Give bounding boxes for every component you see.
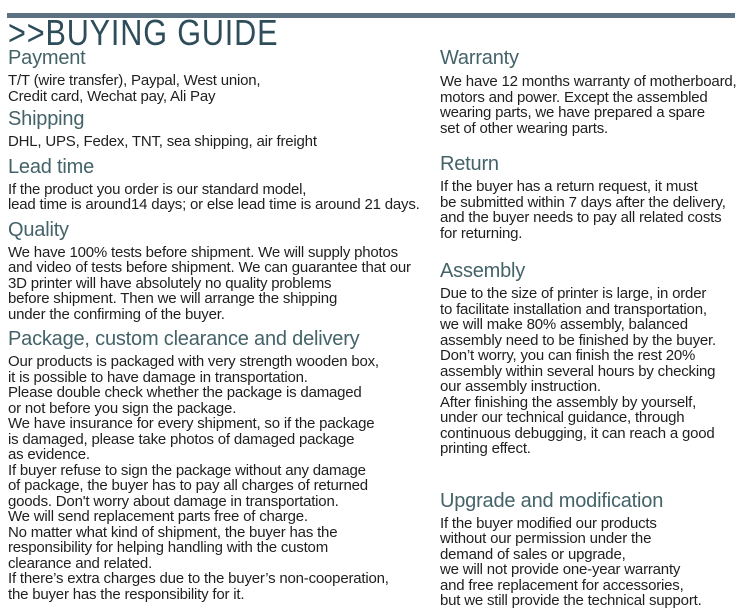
text-line: be submitted within 7 days after the delivery, <box>440 193 726 211</box>
text-line: as evidence. <box>8 446 90 463</box>
section-shipping <box>8 107 444 150</box>
section-heading: Assembly <box>440 260 526 282</box>
text-line: If the product you order is our standard model, <box>8 180 307 198</box>
text-line: Due to the size of printer is large, in order <box>440 285 707 302</box>
text-line: demand of sales or upgrade, <box>440 545 626 563</box>
text-line: If there’s extra charges due to the buyer’s non-cooperation, <box>8 570 389 587</box>
text-line: it is possible to have damage in transportation. <box>8 368 308 386</box>
section-warranty <box>440 46 746 136</box>
text-line: 3D printer will have absolutely no quality problems <box>8 274 332 292</box>
page-title: >>BUYING GUIDE <box>8 12 279 53</box>
text-line: T/T (wire transfer), Paypal, West union, <box>8 72 261 89</box>
section-assembly <box>440 259 746 457</box>
text-line: the buyer has the responsibility for it. <box>8 585 245 603</box>
section-heading: Upgrade and modification <box>440 489 664 512</box>
text-line: DHL, UPS, Fedex, TNT, sea shipping, air freight <box>8 133 317 150</box>
text-line: motors and power. Except the assembled <box>440 88 708 106</box>
text-line: before shipment. Then we will arrange the shipping <box>8 290 338 307</box>
section-upgrade-and-modification <box>440 489 746 609</box>
section-return <box>440 152 746 241</box>
text-line: of package, the buyer has to pay all charges of returned <box>8 477 368 494</box>
section-payment <box>8 46 444 104</box>
text-line: If the buyer has a return request, it must <box>440 178 698 195</box>
section-quality <box>8 218 444 323</box>
text-line: responsibility for helping handling with the custom <box>8 539 328 556</box>
text-line: We have 12 months warranty of motherboard, <box>440 73 737 90</box>
section-heading: Lead time <box>8 155 95 178</box>
text-line: clearance and related. <box>8 554 153 572</box>
text-line: or not before you sign the package. <box>8 399 237 417</box>
text-line: and video of tests before shipment. We can guarantee that our <box>8 259 411 276</box>
text-line: No matter what kind of shipment, the buyer has the <box>8 523 338 541</box>
text-line: we will not provide one-year warranty <box>440 561 681 578</box>
text-line: assembly need to be finished by the buyer. <box>440 331 716 349</box>
text-line: continuous debugging, it can reach a good <box>440 424 715 442</box>
text-line: without our permission under the <box>440 530 652 547</box>
text-line: our assembly instruction. <box>440 378 601 395</box>
left-column <box>8 46 444 602</box>
text-line: After finishing the assembly by yourself, <box>440 393 697 411</box>
section-heading: Warranty <box>440 47 519 69</box>
right-column <box>440 46 746 609</box>
text-line: is damaged, please take photos of damaged package <box>8 430 355 448</box>
section-body <box>440 74 746 136</box>
text-line: and free replacement for accessories, <box>440 576 684 594</box>
section-body <box>8 134 444 150</box>
text-line: Please double check whether the package is damaged <box>8 384 362 401</box>
text-line: and the buyer needs to pay all related costs <box>440 209 722 226</box>
text-line: under the confirming of the buyer. <box>8 305 225 323</box>
text-line: we will make 80% assembly, balanced <box>440 316 688 333</box>
text-line: Our products is packaged with very strength wooden box, <box>8 353 379 370</box>
section-heading: Shipping <box>8 108 85 130</box>
text-line: We have 100% tests before shipment. We will supply photos <box>8 243 398 261</box>
section-heading: Package, custom clearance and delivery <box>8 328 360 350</box>
text-line: under our technical guidance, through <box>440 409 685 426</box>
text-line: assembly within several hours by checking <box>440 362 716 380</box>
text-line: We have insurance for every shipment, so if the package <box>8 415 375 432</box>
section-lead-time <box>8 155 444 213</box>
text-line: We will send replacement parts free of charge. <box>8 508 308 525</box>
section-body <box>440 179 746 241</box>
text-line: to facilitate installation and transportation, <box>440 300 707 318</box>
text-line: printing effect. <box>440 440 531 457</box>
section-package-custom-clearance-and-delivery <box>8 327 444 602</box>
text-line: Credit card, Wechat pay, Ali Pay <box>8 87 216 105</box>
section-body <box>8 73 444 104</box>
section-body <box>440 286 746 457</box>
text-line: Don’t worry, you can finish the rest 20% <box>440 347 696 364</box>
text-line: If the buyer modified our products <box>440 514 657 532</box>
section-heading: Quality <box>8 218 69 241</box>
section-heading: Payment <box>8 47 86 69</box>
text-line: If buyer refuse to sign the package without any damage <box>8 461 366 479</box>
section-body <box>8 182 444 213</box>
section-body <box>8 354 444 602</box>
text-line: wearing parts, we have prepared a spare <box>440 104 705 121</box>
section-body <box>440 516 746 609</box>
text-line: set of other wearing parts. <box>440 119 609 137</box>
text-line: lead time is around14 days; or else lead time is around 21 days. <box>8 196 420 213</box>
text-line: goods. Don't worry about damage in transportation. <box>8 492 339 510</box>
text-line: for returning. <box>440 224 523 242</box>
section-body <box>8 245 444 323</box>
text-line: but we still provide the technical support. <box>440 592 702 609</box>
section-heading: Return <box>440 153 499 175</box>
